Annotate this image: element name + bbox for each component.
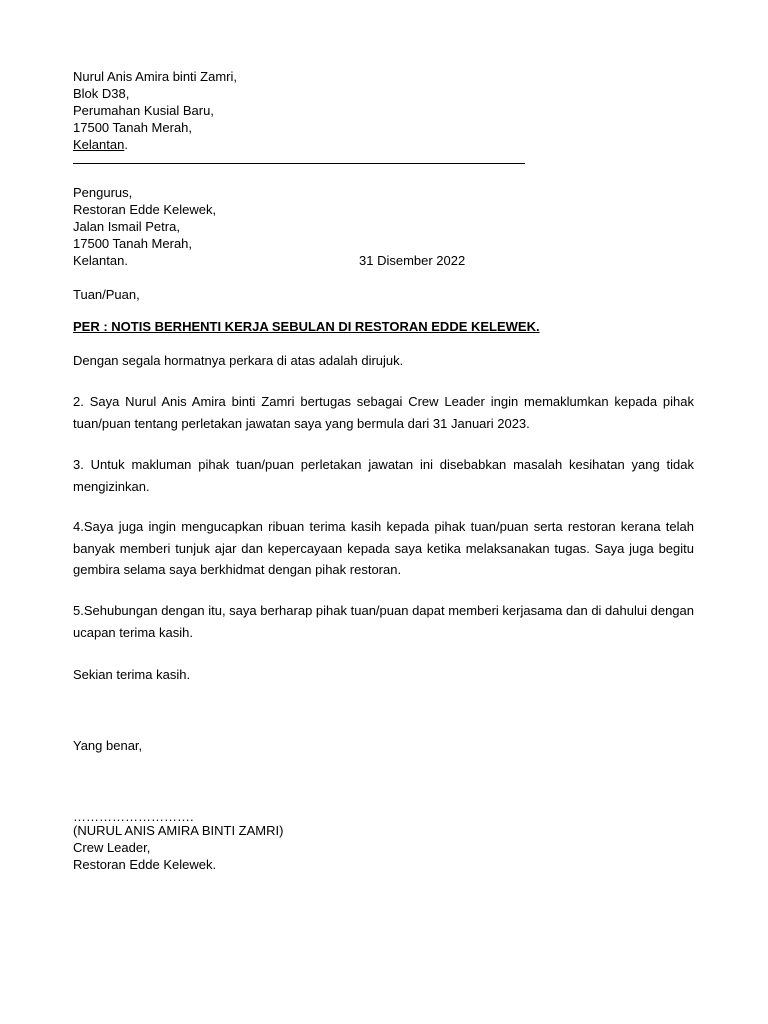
header-divider: [73, 163, 525, 164]
paragraph-line: banyak memberi tunjuk ajar dan kepercayaan kepada saya ketika melaksanakan tugas. Saya juga begitu: [73, 540, 694, 556]
recipient-line: Jalan Ismail Petra,: [73, 219, 180, 234]
signature-name: (NURUL ANIS AMIRA BINTI ZAMRI): [73, 823, 284, 838]
paragraph-line: ucapan terima kasih.: [73, 624, 193, 640]
subject-heading: PER : NOTIS BERHENTI KERJA SEBULAN DI RESTORAN EDDE KELEWEK.: [73, 319, 540, 334]
paragraph-line: 3. Untuk makluman pihak tuan/puan perletakan jawatan ini disebabkan masalah kesihatan yang tidak: [73, 457, 694, 472]
closing-line: Sekian terima kasih.: [73, 667, 191, 682]
paragraph-line: 2. Saya Nurul Anis Amira binti Zamri bertugas sebagai Crew Leader ingin memaklumkan kepada pihak: [73, 394, 694, 409]
paragraph-2: [73, 391, 694, 434]
sender-address-line: 17500 Tanah Merah,: [73, 120, 193, 135]
recipient-line: Restoran Edde Kelewek,: [73, 202, 217, 217]
paragraph-line: 4.Saya juga ingin mengucapkan ribuan terima kasih kepada pihak tuan/puan serta restoran kerana telah: [73, 519, 694, 534]
salutation: Tuan/Puan,: [73, 287, 140, 302]
paragraph-line: gembira selama saya berkhidmat dengan pihak restoran.: [73, 562, 402, 577]
paragraph-3: [73, 454, 694, 497]
recipient-line: Kelantan.: [73, 253, 128, 268]
paragraph-4: [73, 516, 694, 581]
sender-state-suffix: .: [124, 137, 128, 152]
sender-state: Kelantan: [73, 137, 125, 152]
recipient-line: 17500 Tanah Merah,: [73, 236, 193, 251]
recipient-line: Pengurus,: [73, 185, 133, 200]
sender-state-line: [73, 136, 128, 153]
paragraph-line: tuan/puan tentang perletakan jawatan saya yang bermula dari 31 Januari 2023.: [73, 415, 530, 431]
paragraph-line: 5.Sehubungan dengan itu, saya berharap pihak tuan/puan dapat memberi kerjasama dan di dahului dengan: [73, 603, 694, 618]
sender-address-line: Perumahan Kusial Baru,: [73, 103, 214, 118]
signature-company: Restoran Edde Kelewek.: [73, 857, 217, 872]
paragraph-line: mengizinkan.: [73, 478, 150, 494]
paragraph-5: [73, 600, 694, 643]
signature-position: Crew Leader,: [73, 840, 151, 855]
letter-date: 31 Disember 2022: [359, 253, 466, 268]
signature-dots: ……………………….: [73, 809, 194, 824]
sender-address-line: Blok D38,: [73, 86, 130, 101]
sender-name: Nurul Anis Amira binti Zamri,: [73, 69, 237, 84]
paragraph-intro: Dengan segala hormatnya perkara di atas adalah dirujuk.: [73, 353, 404, 368]
signoff: Yang benar,: [73, 738, 143, 753]
